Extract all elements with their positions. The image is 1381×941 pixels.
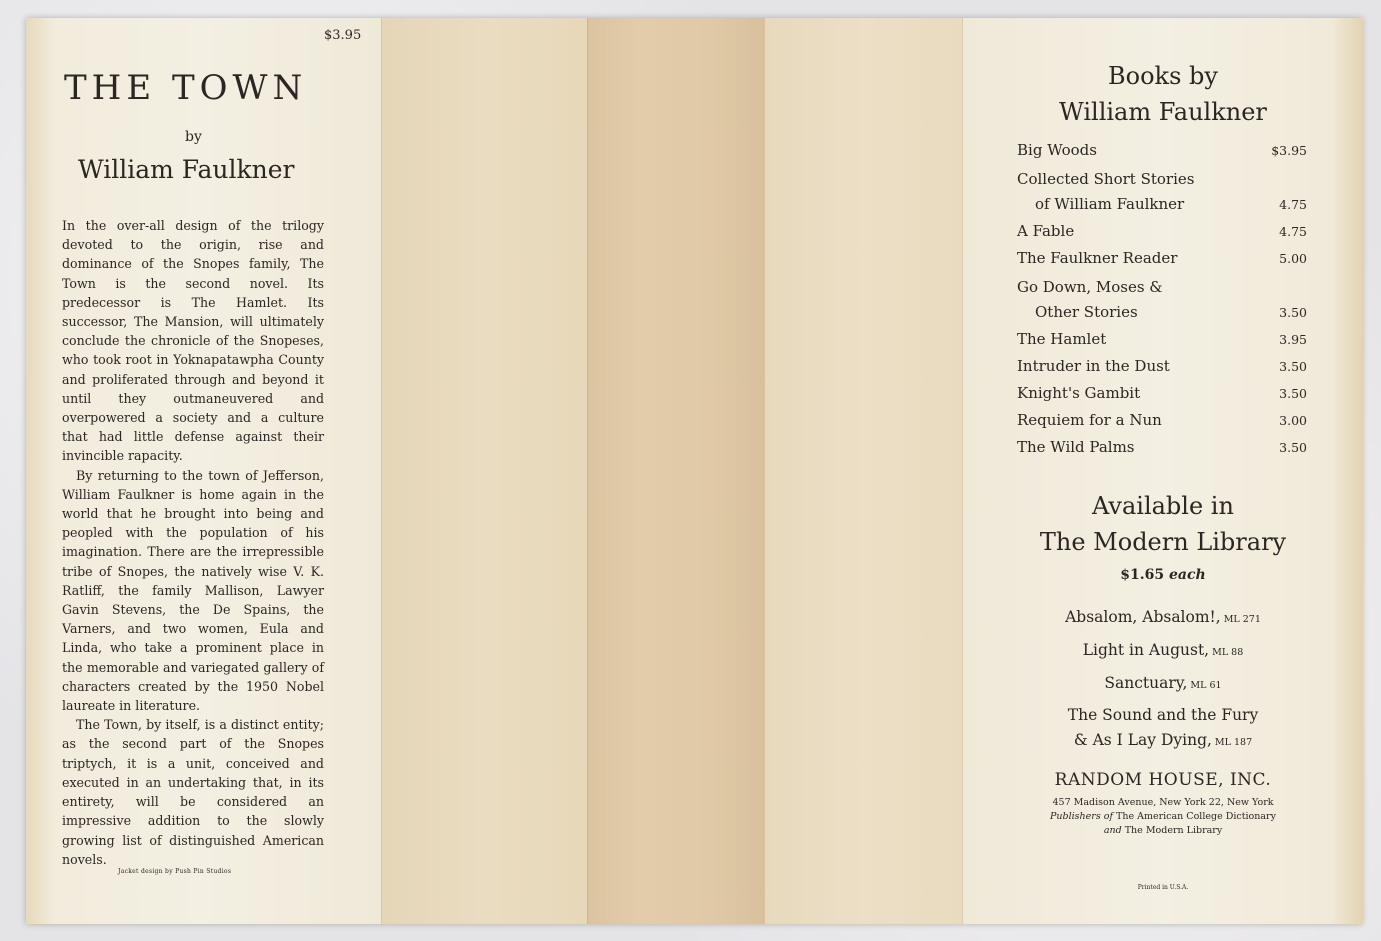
- blurb-paragraph: The Town, by itself, is a distinct entity; as the second part of the Snopes triptych, it is a unit, conceived and executed in an undertaking that, in its entirety, will be considered an impressive addition to the slowly growing list of distinguished American novels.: [62, 717, 324, 867]
- ml-book-name-cont: & As I Lay Dying,: [1073, 731, 1212, 749]
- book-name-cont: Other Stories: [1035, 303, 1138, 321]
- list-item: [1017, 433, 1307, 460]
- publisher-name: RANDOM HOUSE, INC.: [1054, 770, 1272, 790]
- book-price: 4.75: [1279, 224, 1307, 239]
- ml-book-name: The Sound and the Fury: [1067, 706, 1259, 724]
- book-name: The Faulkner Reader: [1017, 249, 1178, 267]
- flap-price: $3.95: [324, 28, 362, 43]
- modern-library-list: [963, 602, 1363, 755]
- book-name: Requiem for a Nun: [1017, 411, 1162, 429]
- ml-heading-line: Available in: [1092, 492, 1234, 520]
- list-item: [1017, 352, 1307, 379]
- book-price: 3.50: [1279, 359, 1307, 374]
- book-price: $3.95: [1271, 143, 1307, 158]
- ml-book-name: Light in August,: [1082, 641, 1210, 659]
- ml-book-name: Absalom, Absalom!,: [1065, 608, 1221, 626]
- address-line: 457 Madison Avenue, New York 22, New York: [1052, 797, 1274, 808]
- book-name: Go Down, Moses &: [1017, 278, 1163, 296]
- book-title: THE TOWN: [64, 68, 308, 108]
- publishers-of: Publishers of: [1050, 811, 1113, 822]
- book-name: Big Woods: [1017, 141, 1097, 159]
- ml-code: ML 88: [1212, 647, 1244, 658]
- list-item: [1017, 379, 1307, 406]
- book-name: Knight's Gambit: [1017, 384, 1141, 402]
- blurb-paragraph: By returning to the town of Jefferson, William Faulkner is home again in the world that he brought into being and peopled with the population of his imagination. There are the irrepressible tribe of Snopes, the natively wise V. K. Ratliff, the family Mallison, Lawyer Gavin Stevens, the De Spains, the Varners, and two women, Eula and Linda, who take a prominent place in the memorable and variegated gallery of characters created by the 1950 Nobel laureate in literature.: [62, 467, 324, 714]
- book-price: 3.00: [1279, 413, 1307, 428]
- list-item: [1017, 217, 1307, 244]
- list-item: [1017, 163, 1307, 217]
- list-item: [963, 703, 1363, 755]
- by-line: by: [185, 129, 202, 145]
- list-item: [1017, 244, 1307, 271]
- modern-library-name: The Modern Library: [1124, 825, 1223, 836]
- ml-price-value: $1.65: [1120, 567, 1165, 583]
- book-price: 4.75: [1279, 197, 1307, 212]
- list-item: [963, 668, 1363, 701]
- list-item: [963, 602, 1363, 635]
- publisher-address: [963, 796, 1363, 838]
- dictionary-name: The American College Dictionary: [1116, 811, 1276, 822]
- right-flap: [962, 18, 1363, 924]
- list-item: [963, 635, 1363, 668]
- book-name: A Fable: [1017, 222, 1075, 240]
- list-item: [1017, 325, 1307, 352]
- book-price: 5.00: [1279, 251, 1307, 266]
- list-item: [1017, 271, 1307, 325]
- book-name: Intruder in the Dust: [1017, 357, 1170, 375]
- printed-in: Printed in U.S.A.: [1137, 884, 1189, 891]
- jacket-credit: Jacket design by Push Pin Studios: [118, 868, 232, 875]
- book-name: Collected Short Stories: [1017, 170, 1195, 188]
- book-list: [1017, 136, 1307, 460]
- front-cover-inside: [765, 18, 962, 924]
- and-word: and: [1103, 825, 1122, 836]
- author-name: William Faulkner: [78, 155, 295, 184]
- spine-inside: [587, 18, 767, 924]
- left-flap: [26, 18, 381, 924]
- book-price: 3.95: [1279, 332, 1307, 347]
- book-name-cont: of William Faulkner: [1035, 195, 1185, 213]
- book-name: The Hamlet: [1017, 330, 1107, 348]
- book-name: The Wild Palms: [1017, 438, 1135, 456]
- book-price: 3.50: [1279, 440, 1307, 455]
- blurb-paragraph: In the over-all design of the trilogy devoted to the origin, rise and dominance of the Snopes family, The Town is the second novel. Its predecessor is The Hamlet. Its successor, The Mansion, will ultimately conclude the chronicle of the Snopeses, who took root in Yoknapatawpha County and proliferated through and beyond it until they outmaneuvered and overpowered a society and a culture that had little defense against their invincible rapacity.: [62, 218, 324, 464]
- flap-blurb: [62, 216, 324, 869]
- ml-code: ML 271: [1223, 614, 1261, 625]
- list-item: [1017, 406, 1307, 433]
- ml-code: ML 61: [1190, 680, 1222, 691]
- books-by-heading: [963, 58, 1363, 130]
- ml-heading-line: The Modern Library: [1039, 528, 1287, 556]
- book-price: 3.50: [1279, 386, 1307, 401]
- book-price: 3.50: [1279, 305, 1307, 320]
- back-cover-inside: [381, 18, 588, 924]
- ml-price-each: each: [1169, 567, 1206, 583]
- modern-library-price: [963, 567, 1363, 583]
- books-heading-line: Books by: [1108, 62, 1218, 90]
- dust-jacket: [26, 18, 1362, 924]
- ml-code: ML 187: [1214, 737, 1253, 748]
- list-item: [1017, 136, 1307, 163]
- books-heading-line: William Faulkner: [1059, 98, 1267, 126]
- ml-book-name: Sanctuary,: [1104, 674, 1188, 692]
- modern-library-heading: [963, 488, 1363, 560]
